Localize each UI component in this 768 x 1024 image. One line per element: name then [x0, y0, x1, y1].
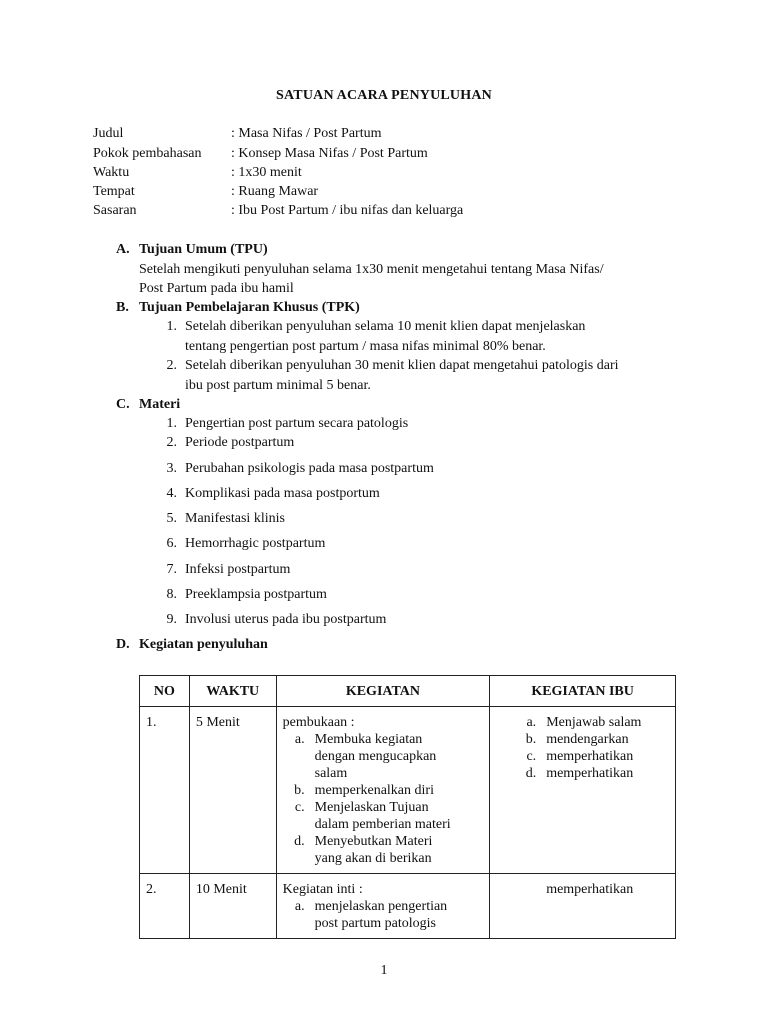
- item-text: memperhatikan: [546, 766, 634, 781]
- cell-kegiatan: [276, 874, 490, 939]
- section-c-letter: C.: [116, 397, 130, 412]
- tpk-item-line: ibu post partum minimal 5 benar.: [185, 378, 371, 393]
- item-line: salam: [314, 766, 348, 781]
- ibu-item: [496, 731, 671, 748]
- info-label-tempat: Tempat: [93, 184, 135, 199]
- section-d-heading: Kegiatan penyuluhan: [139, 637, 268, 652]
- item-line: memperkenalkan diri: [314, 783, 434, 798]
- cell-kegiatan-ibu: [490, 874, 676, 939]
- row-number: 1.: [146, 715, 157, 730]
- item-line: post partum patologis: [314, 916, 436, 931]
- cell-kegiatan: [276, 707, 490, 874]
- table-row: [140, 707, 676, 874]
- materi-item-number: 1.: [166, 416, 177, 431]
- header-kegiatan: KEGIATAN: [276, 676, 490, 707]
- tpk-item-line: Setelah diberikan penyuluhan 30 menit klien dapat mengetahui patologis dari: [185, 358, 619, 373]
- materi-item-text: Manifestasi klinis: [185, 511, 285, 526]
- info-value-tempat: : Ruang Mawar: [231, 184, 319, 199]
- item-marker: d.: [525, 766, 537, 781]
- info-value-sasaran: : Ibu Post Partum / ibu nifas dan keluarga: [231, 203, 464, 218]
- item-marker: c.: [526, 749, 537, 764]
- tpk-item-line: Setelah diberikan penyuluhan selama 10 menit klien dapat menjelaskan: [185, 319, 586, 334]
- page-number: 1: [380, 963, 388, 978]
- materi-item-number: 7.: [166, 562, 177, 577]
- info-label-waktu: Waktu: [93, 165, 130, 180]
- materi-item-number: 8.: [166, 587, 177, 602]
- header-waktu: WAKTU: [189, 676, 276, 707]
- item-marker: d.: [294, 834, 305, 849]
- item-marker: c.: [294, 800, 305, 815]
- row-number: 2.: [146, 882, 157, 897]
- materi-item-text: Periode postpartum: [185, 435, 295, 450]
- info-label-pokok: Pokok pembahasan: [93, 146, 202, 161]
- info-label-sasaran: Sasaran: [93, 203, 137, 218]
- item-marker: a.: [294, 732, 305, 747]
- tpk-item-number: 2.: [166, 358, 177, 373]
- item-marker: b.: [294, 783, 305, 798]
- info-value-waktu: : 1x30 menit: [231, 165, 302, 180]
- materi-item-number: 3.: [166, 461, 177, 476]
- ibu-text: memperhatikan: [546, 882, 634, 897]
- materi-item-text: Involusi uterus pada ibu postpartum: [185, 612, 387, 627]
- item-marker: b.: [525, 732, 537, 747]
- materi-item-number: 2.: [166, 435, 177, 450]
- row-duration: 5 Menit: [195, 715, 240, 730]
- section-a-text-line: Post Partum pada ibu hamil: [139, 281, 294, 296]
- ibu-item: [496, 748, 671, 765]
- kegiatan-intro: pembukaan :: [282, 715, 355, 730]
- item-line: dalam pemberian materi: [314, 817, 451, 832]
- cell-waktu: [189, 874, 276, 939]
- row-duration: 10 Menit: [195, 882, 247, 897]
- info-label-judul: Judul: [93, 126, 124, 141]
- section-a-text-line: Setelah mengikuti penyuluhan selama 1x30 menit mengetahui tentang Masa Nifas/: [139, 262, 604, 277]
- item-text: Menjawab salam: [546, 715, 642, 730]
- table-header-row: [140, 676, 676, 707]
- kegiatan-item: [283, 731, 486, 782]
- section-a-letter: A.: [116, 242, 130, 257]
- item-text: mendengarkan: [546, 732, 629, 747]
- materi-item-number: 9.: [166, 612, 177, 627]
- cell-waktu: [189, 707, 276, 874]
- materi-item-text: Pengertian post partum secara patologis: [185, 416, 409, 431]
- item-marker: a.: [526, 715, 537, 730]
- item-text: memperhatikan: [546, 749, 634, 764]
- kegiatan-table: [139, 675, 676, 939]
- section-d-letter: D.: [116, 637, 130, 652]
- materi-item-text: Preeklampsia postpartum: [185, 587, 327, 602]
- kegiatan-item: [283, 898, 486, 932]
- section-a-heading: Tujuan Umum (TPU): [139, 242, 268, 257]
- header-no: NO: [140, 676, 190, 707]
- item-line: dengan mengucapkan: [314, 749, 437, 764]
- info-value-judul: : Masa Nifas / Post Partum: [231, 126, 382, 141]
- cell-no: [140, 874, 190, 939]
- item-line: yang akan di berikan: [314, 851, 432, 866]
- ibu-item: [496, 765, 671, 782]
- materi-item-number: 6.: [166, 536, 177, 551]
- materi-item-text: Hemorrhagic postpartum: [185, 536, 326, 551]
- item-line: Menyebutkan Materi: [314, 834, 433, 849]
- ibu-item: [496, 714, 671, 731]
- info-value-pokok: : Konsep Masa Nifas / Post Partum: [231, 146, 428, 161]
- item-marker: a.: [294, 899, 305, 914]
- section-c-heading: Materi: [139, 397, 181, 412]
- materi-item-number: 5.: [166, 511, 177, 526]
- materi-item-text: Infeksi postpartum: [185, 562, 291, 577]
- document-title: SATUAN ACARA PENYULUHAN: [276, 88, 492, 103]
- materi-item-text: Komplikasi pada masa postportum: [185, 486, 380, 501]
- kegiatan-item: [283, 833, 486, 867]
- item-line: Membuka kegiatan: [314, 732, 423, 747]
- cell-no: [140, 707, 190, 874]
- table-row: [140, 874, 676, 939]
- kegiatan-item: [283, 782, 486, 799]
- materi-item-number: 4.: [166, 486, 177, 501]
- kegiatan-intro: Kegiatan inti :: [282, 882, 363, 897]
- materi-item-text: Perubahan psikologis pada masa postpartum: [185, 461, 434, 476]
- section-b-letter: B.: [116, 300, 129, 315]
- section-b-heading: Tujuan Pembelajaran Khusus (TPK): [139, 300, 360, 315]
- cell-kegiatan-ibu: [490, 707, 676, 874]
- tpk-item-line: tentang pengertian post partum / masa nifas minimal 80% benar.: [185, 339, 546, 354]
- tpk-item-number: 1.: [166, 319, 177, 334]
- kegiatan-item: [283, 799, 486, 833]
- item-line: Menjelaskan Tujuan: [314, 800, 429, 815]
- header-kegiatan-ibu: KEGIATAN IBU: [490, 676, 676, 707]
- item-line: menjelaskan pengertian: [314, 899, 448, 914]
